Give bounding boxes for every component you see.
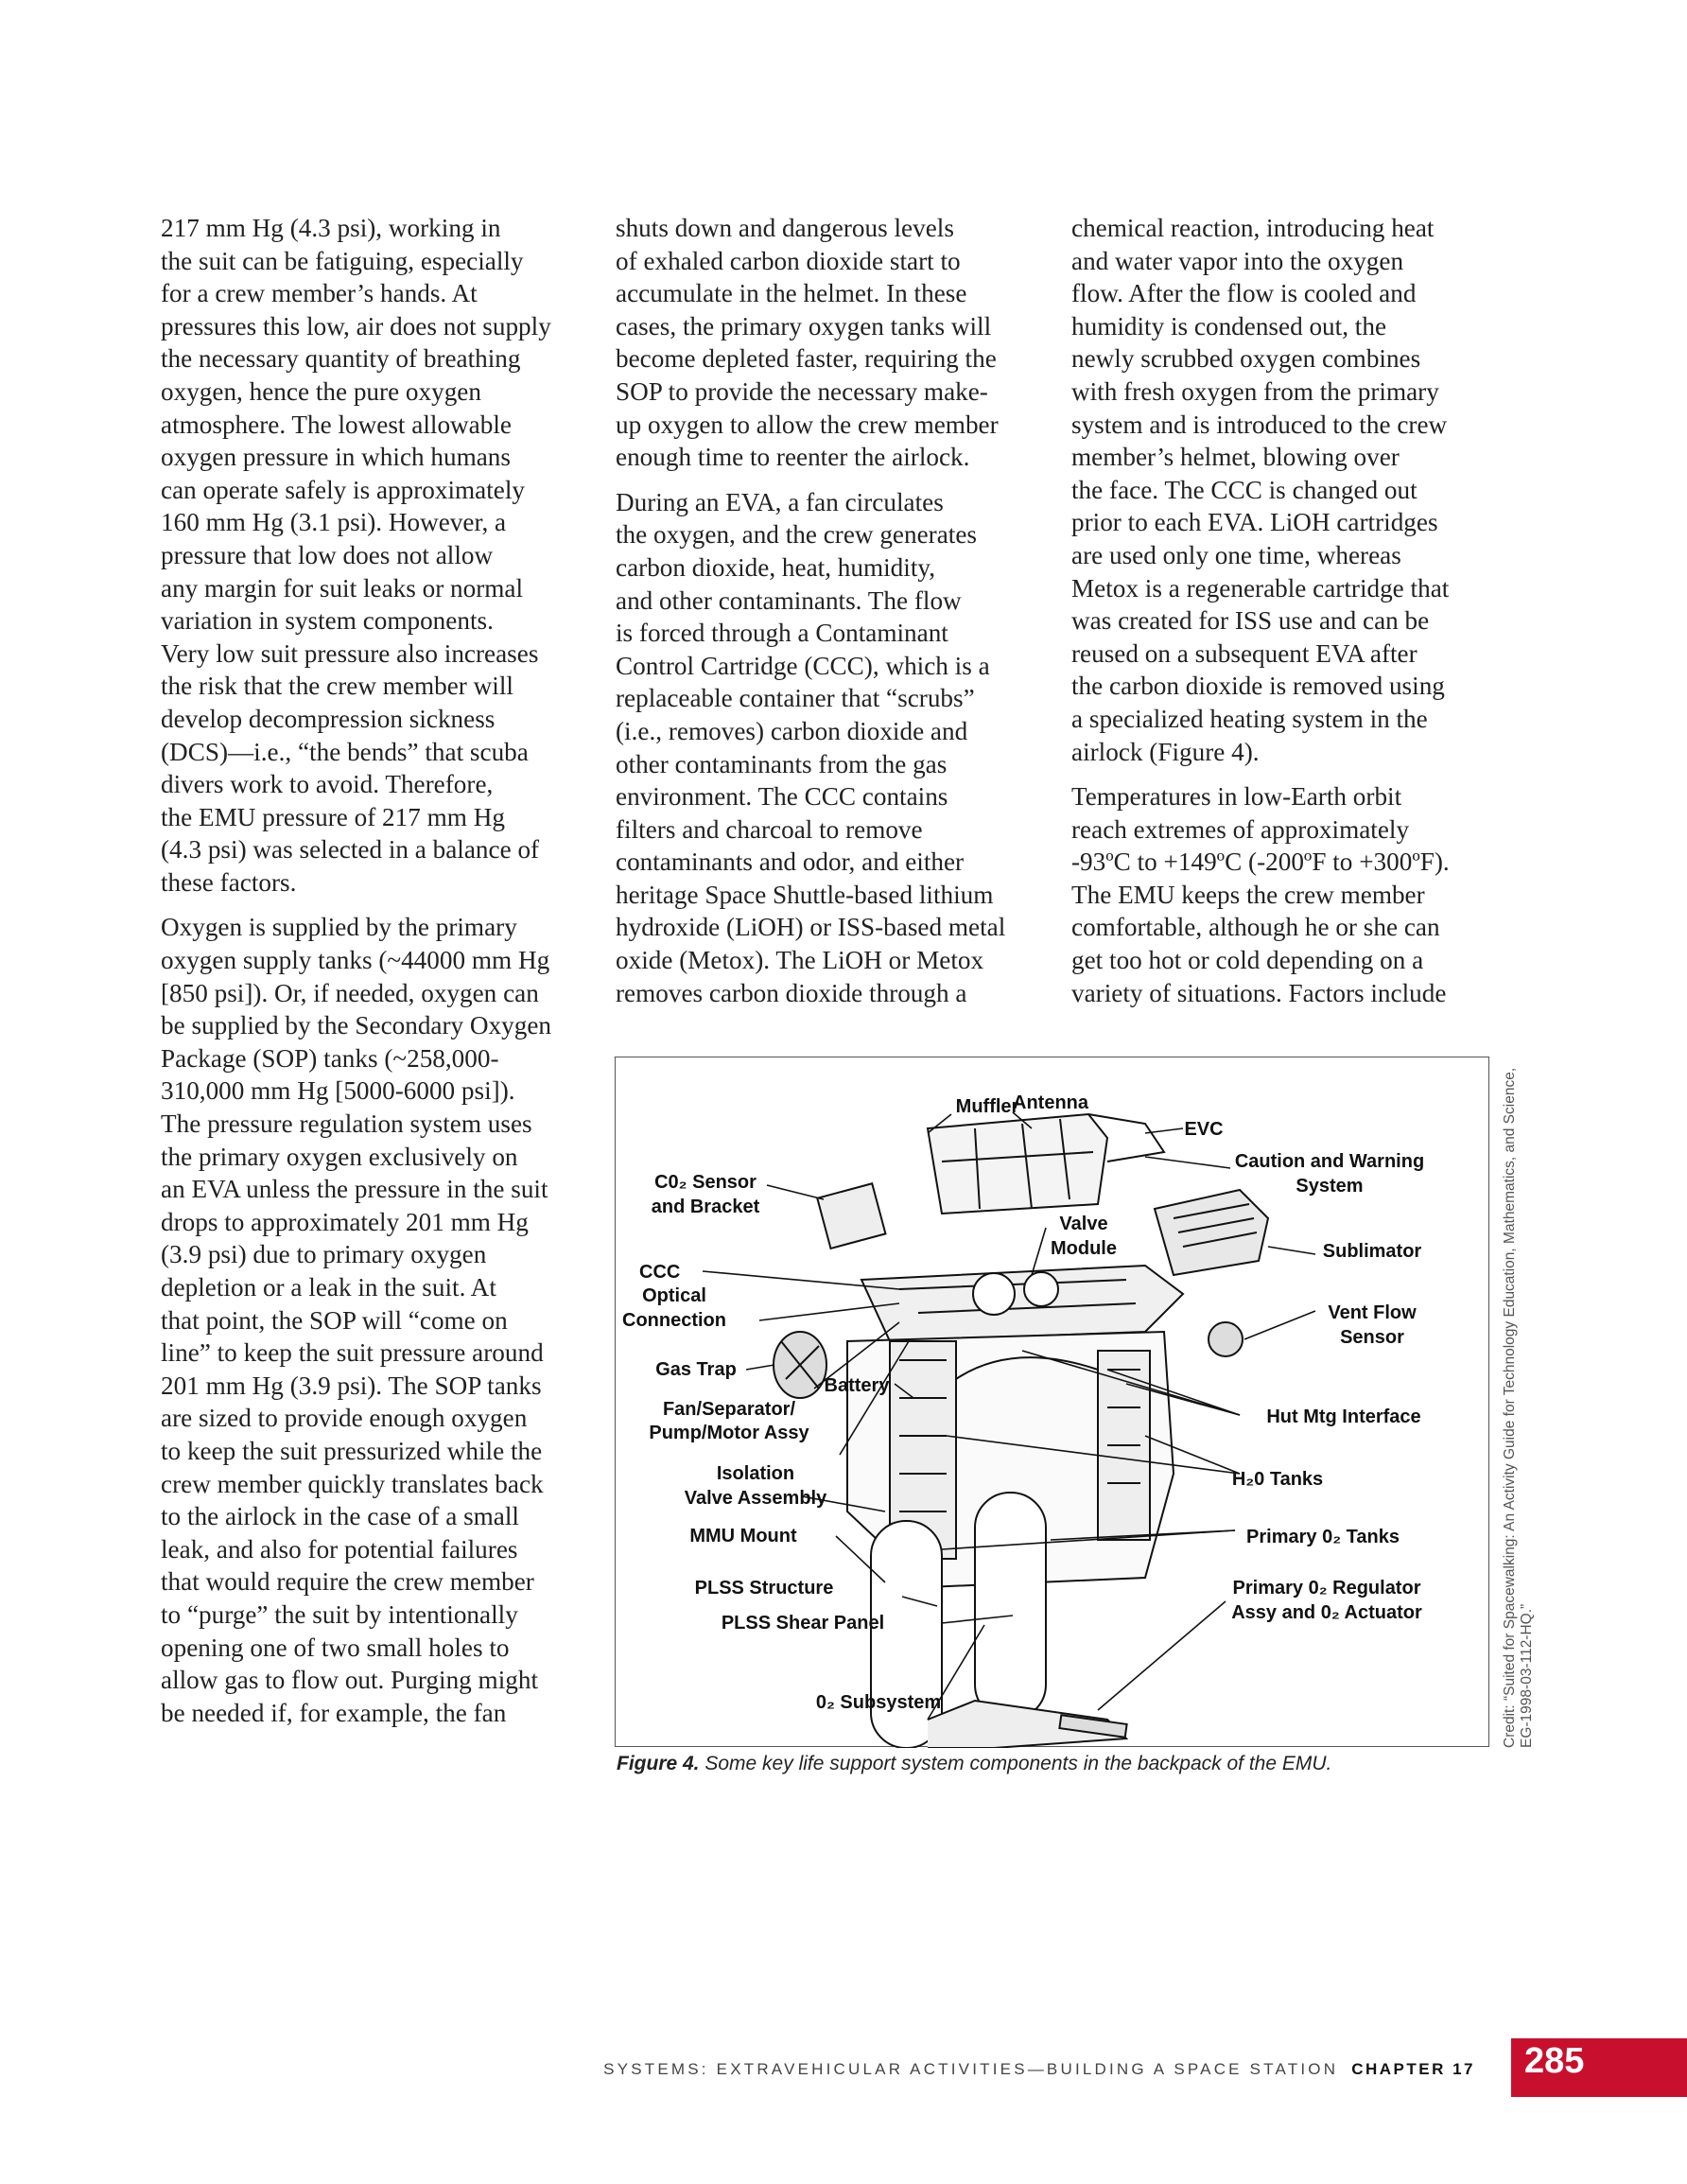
- label-o2-regulator-2: Assy and 0₂ Actuator: [1231, 1602, 1422, 1623]
- paragraph: chemical reaction, introducing heat and water vapor into the oxygen flow. After the flow is cooled and humidity is condensed out, the newly scrubbed oxygen combines with fresh oxygen from the primary system and is introduced to the crew member’s helmet, blowing over the face. The CCC is changed out prior to each EVA. LiOH cartridges are used only one time, whereas Metox is a regenerable cartridge that was created for ISS use and can be reused on a subsequent EVA after the carbon dioxide is removed using a specialized heating system in the airlock (Figure 4).: [1071, 214, 1450, 766]
- figure-4-diagram: [615, 1057, 1489, 1747]
- label-vent-flow-2: Sensor: [1340, 1327, 1404, 1348]
- label-caution-warning: Caution and Warning: [1234, 1151, 1425, 1172]
- page-number: 285: [1524, 2041, 1585, 2081]
- label-o2-regulator: Primary 0₂ Regulator: [1232, 1578, 1421, 1599]
- text-column-3: [1071, 212, 1502, 1022]
- chapter-label: CHAPTER 17: [1351, 2060, 1475, 2078]
- label-mmu-mount: MMU Mount: [689, 1526, 797, 1546]
- figure-credit: [1499, 1059, 1535, 1750]
- label-muffler: Muffler: [955, 1096, 1019, 1117]
- label-ccc: CCC: [639, 1262, 681, 1283]
- label-o2-subsystem: 0₂ Subsystem: [815, 1692, 942, 1713]
- label-valve-module-2: Module: [1051, 1238, 1117, 1259]
- label-valve-module: Valve: [1059, 1214, 1108, 1234]
- paragraph: shuts down and dangerous levels of exhaled carbon dioxide start to accumulate in the helmet. In these cases, the primary oxygen tanks will become depleted faster, requiring the SOP to provide the necessary make- up oxygen to allow the crew member enough time to reenter the airlock.: [616, 214, 999, 472]
- paragraph: Oxygen is supplied by the primary oxygen supply tanks (~44000 mm Hg [850 psi]). Or, if needed, oxygen can be supplied by the Secondary Oxygen Package (SOP) tanks (~258,000- 310,000 mm Hg [5000-6000 psi]). The pressure regulation system uses the primary oxygen exclusively on an EVA unless the pressure in the suit drops to approximately 201 mm Hg (3.9 psi) due to primary oxygen depletion or a leak in the suit. At that point, the SOP will “come on line” to keep the suit pressure around 201 mm Hg (3.9 psi). The SOP tanks are sized to provide enough oxygen to keep the suit pressurized while the crew member quickly translates back to the airlock in the case of a small leak, and also for potential failures that would require the crew member to “purge” the suit by intentionally opening one of two small holes to allow gas to flow out. Purging might be needed if, for example, the fan: [161, 913, 552, 1727]
- label-evc: EVC: [1184, 1119, 1224, 1140]
- label-optical: Optical: [642, 1285, 706, 1306]
- label-h2o-tanks: H₂0 Tanks: [1231, 1469, 1324, 1490]
- label-isolation-valve-2: Valve Assembly: [684, 1488, 827, 1509]
- label-plss-shear-panel: PLSS Shear Panel: [721, 1613, 885, 1634]
- label-hut-mtg: Hut Mtg Interface: [1266, 1406, 1421, 1427]
- label-primary-o2-tanks: Primary 0₂ Tanks: [1246, 1527, 1400, 1547]
- label-fan-separator: Fan/Separator/: [662, 1399, 796, 1420]
- paragraph: During an EVA, a fan circulates the oxygen, and the crew generates carbon dioxide, heat, humidity, and other contaminants. The flow is forced through a Contaminant Control Cartridge (CCC), which is a replaceable container that “scrubs” (i.e., removes) carbon dioxide and other contaminants from the gas environment. The CCC contains filters and charcoal to remove contaminants and odor, and either heritage Space Shuttle-based lithium hydroxide (LiOH) or ISS-based metal oxide (Metox). The LiOH or Metox removes carbon dioxide through a: [616, 487, 1006, 1007]
- label-co2-sensor: C0₂ Sensor: [654, 1172, 757, 1193]
- credit-line-1: Credit: “Suited for Spacewalking: An Activity Guide for Technology Education, Mathematics, and Science,: [1502, 1067, 1518, 1748]
- paragraph: 217 mm Hg (4.3 psi), working in the suit can be fatiguing, especially for a crew member’s hands. At pressures this low, air does not supply the necessary quantity of breathing oxygen, hence the pure oxygen atmosphere. The lowest allowable oxygen pressure in which humans can operate safely is approximately 160 mm Hg (3.1 psi). However, a pressure that low does not allow any margin for suit leaks or normal variation in system components. Very low suit pressure also increases the risk that the crew member will develop decompression sickness (DCS)—i.e., “the bends” that scuba divers work to avoid. Therefore, the EMU pressure of 217 mm Hg (4.3 psi) was selected in a balance of these factors.: [161, 214, 551, 897]
- text-column-1: [161, 212, 591, 1741]
- credit-line-2: EG-1998-03-112-HQ.”: [1519, 1603, 1535, 1748]
- label-optical-2: Connection: [622, 1310, 726, 1331]
- label-isolation-valve: Isolation: [716, 1463, 795, 1484]
- label-antenna: Antenna: [1013, 1092, 1088, 1113]
- caption-label: Figure 4.: [617, 1753, 700, 1774]
- label-battery: Battery: [824, 1375, 890, 1396]
- label-caution-warning-2: System: [1296, 1176, 1364, 1197]
- label-plss-structure: PLSS Structure: [694, 1578, 834, 1599]
- label-sublimator: Sublimator: [1322, 1241, 1422, 1262]
- running-footer: [567, 2060, 1475, 2079]
- figure-caption: [617, 1753, 1331, 1775]
- label-co2-sensor-2: and Bracket: [651, 1197, 760, 1217]
- label-vent-flow: Vent Flow: [1328, 1302, 1417, 1323]
- caption-text: Some key life support system components in the backpack of the EMU.: [699, 1753, 1332, 1774]
- running-title: SYSTEMS: EXTRAVEHICULAR ACTIVITIES—BUILDING A SPACE STATION: [603, 2060, 1339, 2078]
- paragraph: Temperatures in low-Earth orbit reach extremes of approximately -93ºC to +149ºC (-200ºF to +300ºF). The EMU keeps the crew member comfortable, although he or she can get too hot or cold depending on a variety of situations. Factors include: [1071, 782, 1450, 1007]
- text-column-2: [616, 212, 1046, 1022]
- backpack-drawing: [774, 1114, 1268, 1748]
- label-gas-trap: Gas Trap: [655, 1359, 737, 1380]
- emu-backpack-illustration: [616, 1057, 1490, 1748]
- label-fan-separator-2: Pump/Motor Assy: [649, 1423, 809, 1443]
